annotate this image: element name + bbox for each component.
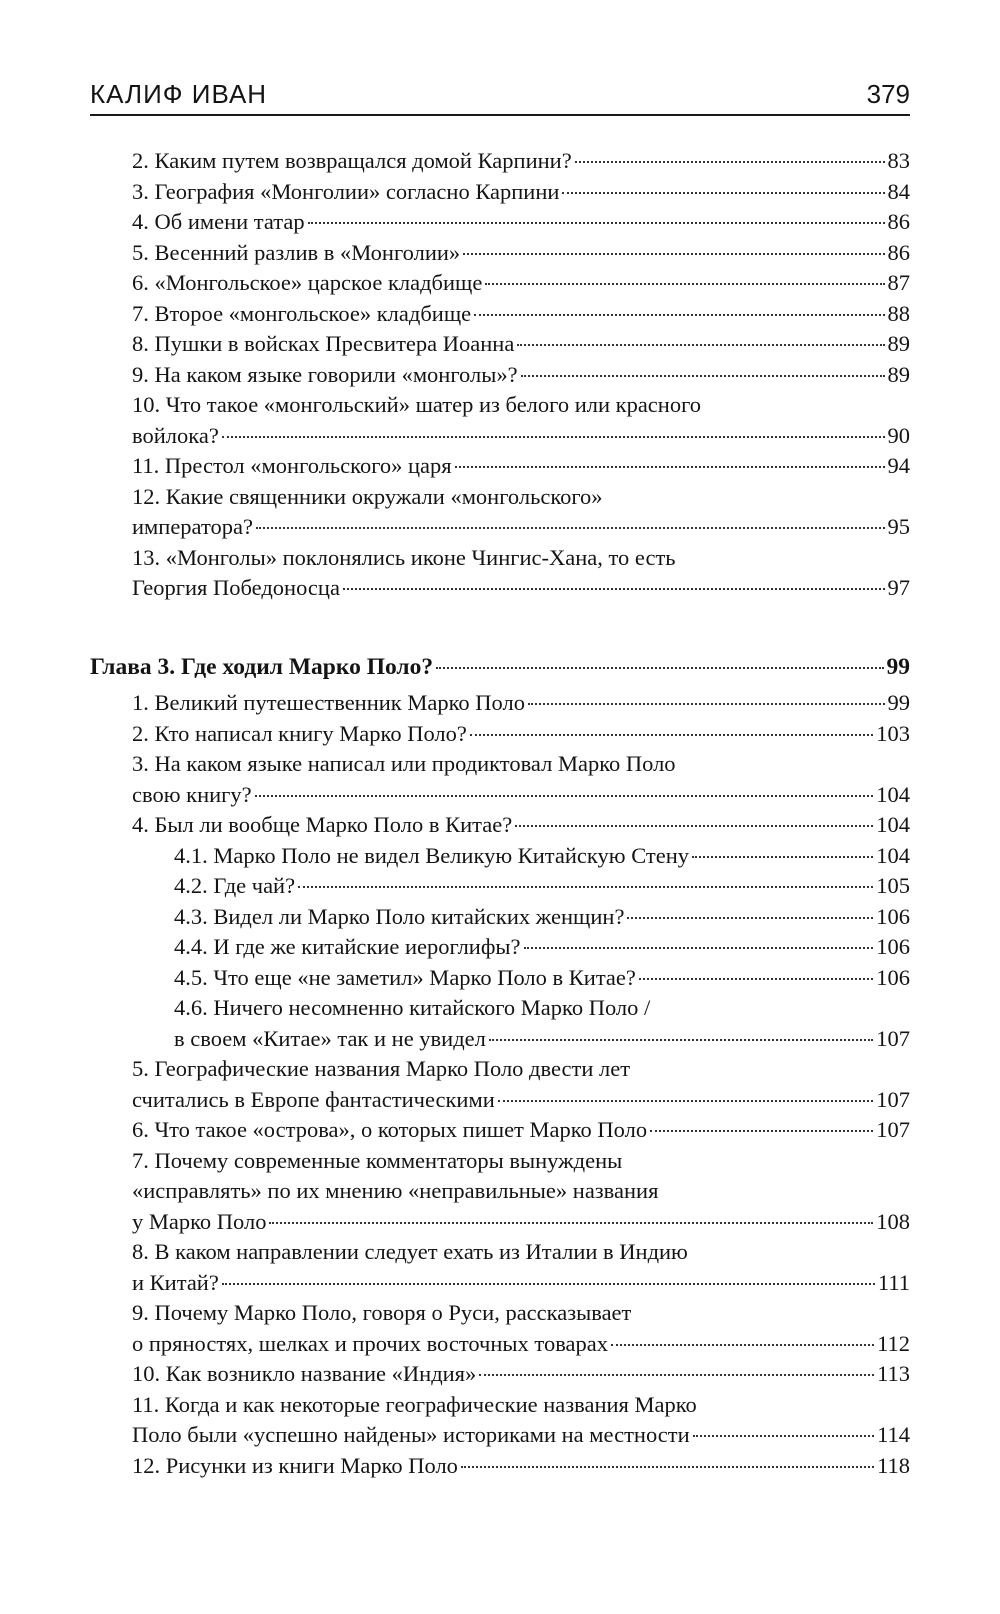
toc-chapter-heading[interactable] [90,650,910,684]
toc-entry[interactable] [90,1390,910,1451]
toc-page-number: 118 [877,1452,910,1478]
running-title: КАЛИФ ИВАН [90,79,268,109]
toc-entry[interactable] [90,146,910,177]
toc-entry-text: 6. Что такое «острова», о которых пишет Марко Поло [132,1117,648,1142]
toc-entry[interactable] [90,749,910,810]
toc-page-number: 111 [877,1269,910,1295]
toc-page-number: 107 [876,1117,910,1142]
dot-leader [269,1222,873,1224]
toc-page-number: 108 [876,1208,910,1234]
toc-entry-text: 4.5. Что еще «не заметил» Марко Поло в Китае? [174,964,636,990]
dot-leader [222,1283,875,1285]
toc-entry-text: 4.4. И где же китайские иероглифы? [174,934,521,959]
dot-leader [517,344,884,346]
toc-page-number: 90 [887,422,910,448]
toc-page-number: 103 [876,720,910,746]
toc-entry[interactable] [90,841,910,872]
toc-page-number: 95 [887,514,910,539]
page-number: 379 [866,79,910,109]
toc-entry-text: императора? [132,514,253,539]
dot-leader [692,856,873,858]
chapter-title: Глава 3. Где ходил Марко Поло? [90,654,434,680]
toc-entry[interactable] [90,543,910,604]
toc-entry[interactable] [90,932,910,963]
dot-leader [461,1466,874,1468]
dot-leader [343,588,885,590]
toc-entry-text: 11. Когда и как некоторые географические названия Марко [132,1391,697,1417]
toc-entry-text: 6. «Монгольское» царское кладбище [132,270,483,295]
toc-entry-text: Георгия Победоносца [132,575,340,600]
toc-entry[interactable] [90,207,910,238]
dot-leader [455,466,885,468]
toc-entry-text: 13. «Монголы» поклонялись иконе Чингис-Хана, то есть [132,544,676,570]
toc-page-number: 89 [887,361,910,387]
page-header [90,72,910,116]
toc-page-number: 86 [887,209,910,234]
toc-entry-text: 4. Был ли вообще Марко Поло в Китае? [132,812,513,837]
toc-entry-text: 4.2. Где чай? [174,873,296,898]
toc-entry[interactable] [90,360,910,391]
dot-leader [575,161,885,163]
toc-page-number: 113 [877,1361,910,1386]
toc-page-number: 104 [876,842,910,868]
dot-leader [470,734,873,736]
toc-entry-text: 7. Второе «монгольское» кладбище [132,300,472,326]
toc-entry-text: 1. Великий путешественник Марко Поло [132,690,525,715]
toc-entry-text: свою книгу? [132,781,252,807]
toc-page-number: 99 [887,690,910,715]
dot-leader [222,436,885,438]
toc-entry-text: «исправлять» по их мнению «неправильные» названия [132,1178,659,1203]
toc-entry-text: 10. Что такое «монгольский» шатер из белого или красного [132,392,702,417]
toc-entry-text: 4.3. Видел ли Марко Поло китайских женщин? [174,903,625,929]
toc-entry-text: считались в Европе фантастическими [132,1086,495,1112]
dot-leader [298,886,873,888]
toc-entry-text: войлока? [132,422,219,448]
toc-entry-text: 8. В каком направлении следует ехать из Италии в Индию [132,1239,688,1264]
toc-entry[interactable] [90,1451,910,1482]
dot-leader [256,527,885,529]
toc-entry-text: 3. На каком языке написал или продиктовал Марко Поло [132,751,676,776]
toc-entry[interactable] [90,299,910,330]
dot-leader [515,825,873,827]
toc-section-chapter-2-continued [90,146,910,604]
toc-entry-text: 8. Пушки в войсках Пресвитера Иоанна [132,331,515,356]
toc-page-number: 105 [876,873,910,898]
toc-entry-text: 9. Почему Марко Поло, говоря о Руси, рассказывает [132,1300,632,1325]
toc-page-number: 104 [876,812,910,837]
toc-page-number: 87 [887,270,910,295]
dot-leader [627,917,873,919]
toc-entry-text: 7. Почему современные комментаторы вынуждены [132,1147,623,1173]
toc-entry-text: 3. География «Монголии» согласно Карпини [132,178,560,204]
toc-entry[interactable] [90,1237,910,1298]
dot-leader [255,795,874,797]
toc-page-number: 84 [887,178,910,204]
dot-leader [693,1435,874,1437]
toc-entry[interactable] [90,1054,910,1115]
toc-entry-text: о пряностях, шелках и прочих восточных товарах [132,1330,608,1356]
toc-entry[interactable] [90,268,910,299]
toc-entry-text: 12. Рисунки из книги Марко Поло [132,1452,458,1478]
toc-page-number: 97 [887,575,910,600]
toc-entry[interactable] [90,719,910,750]
dot-leader [611,1344,874,1346]
toc-entry-text: 2. Каким путем возвращался домой Карпини? [132,148,572,173]
toc-entry[interactable] [90,177,910,208]
toc-entry-text: 2. Кто написал книгу Марко Поло? [132,720,467,746]
toc-entry-text: 4. Об имени татар [132,209,305,234]
toc-page-number: 94 [887,453,910,478]
toc-page-number: 106 [876,964,910,990]
toc-entry-text: 9. На каком языке говорили «монголы»? [132,361,518,387]
toc-entry[interactable] [90,1359,910,1390]
dot-leader [528,703,885,705]
dot-leader [562,192,884,194]
dot-leader [474,314,884,316]
toc-entry[interactable] [90,238,910,269]
toc-page-number: 88 [887,300,910,326]
toc-entry[interactable] [90,688,910,719]
dot-leader [479,1374,874,1376]
toc-entry[interactable] [90,993,910,1054]
toc-entry-text: у Марко Поло [132,1208,267,1234]
toc-entry-text: 11. Престол «монгольского» царя [132,453,452,478]
toc-page-number: 114 [877,1422,910,1447]
toc-entry-text: в своем «Китае» так и не увидел [174,1025,486,1051]
dot-leader [639,978,873,980]
toc-page-number: 112 [877,1330,910,1356]
toc-section-chapter-3 [90,650,910,1481]
toc-entry[interactable] [90,871,910,902]
toc-entry-text: 10. Как возникло название «Индия» [132,1361,477,1386]
dot-leader [524,947,874,949]
toc-page-number: 106 [876,903,910,929]
toc-entry[interactable] [90,810,910,841]
toc-entry[interactable] [90,329,910,360]
toc-entry[interactable] [90,902,910,933]
dot-leader [463,253,884,255]
toc-page-number: 104 [876,781,910,807]
toc-entry[interactable] [90,390,910,451]
toc-page-number: 89 [887,331,910,356]
dot-leader [436,667,883,669]
toc-entry[interactable] [90,1298,910,1359]
toc-entry-text: 5. Географические названия Марко Поло двести лет [132,1056,631,1081]
toc-page-number: 83 [887,148,910,173]
toc-entry-text: и Китай? [132,1269,219,1295]
toc-entry-text: Поло были «успешно найдены» историками на местности [132,1422,690,1447]
toc-entry[interactable] [90,1115,910,1146]
toc-entry-text: 5. Весенний разлив в «Монголии» [132,239,461,265]
toc-page-number: 107 [876,1086,910,1112]
toc-page-number: 107 [876,1025,910,1051]
toc-entry[interactable] [90,1146,910,1238]
dot-leader [498,1100,873,1102]
toc-entry[interactable] [90,482,910,543]
dot-leader [650,1130,873,1132]
toc-entry-text: 4.1. Марко Поло не видел Великую Китайскую Стену [174,842,690,868]
chapter-page-number: 99 [886,654,910,680]
dot-leader [521,375,885,377]
toc-entry[interactable] [90,451,910,482]
toc-entry-text: 4.6. Ничего несомненно китайского Марко Поло / [174,995,651,1020]
toc-page-number: 86 [887,239,910,265]
dot-leader [489,1039,873,1041]
toc-entry-text: 12. Какие священники окружали «монгольского» [132,483,603,509]
dot-leader [308,222,885,224]
toc-page-number: 106 [876,934,910,959]
dot-leader [485,283,884,285]
toc-entry[interactable] [90,963,910,994]
